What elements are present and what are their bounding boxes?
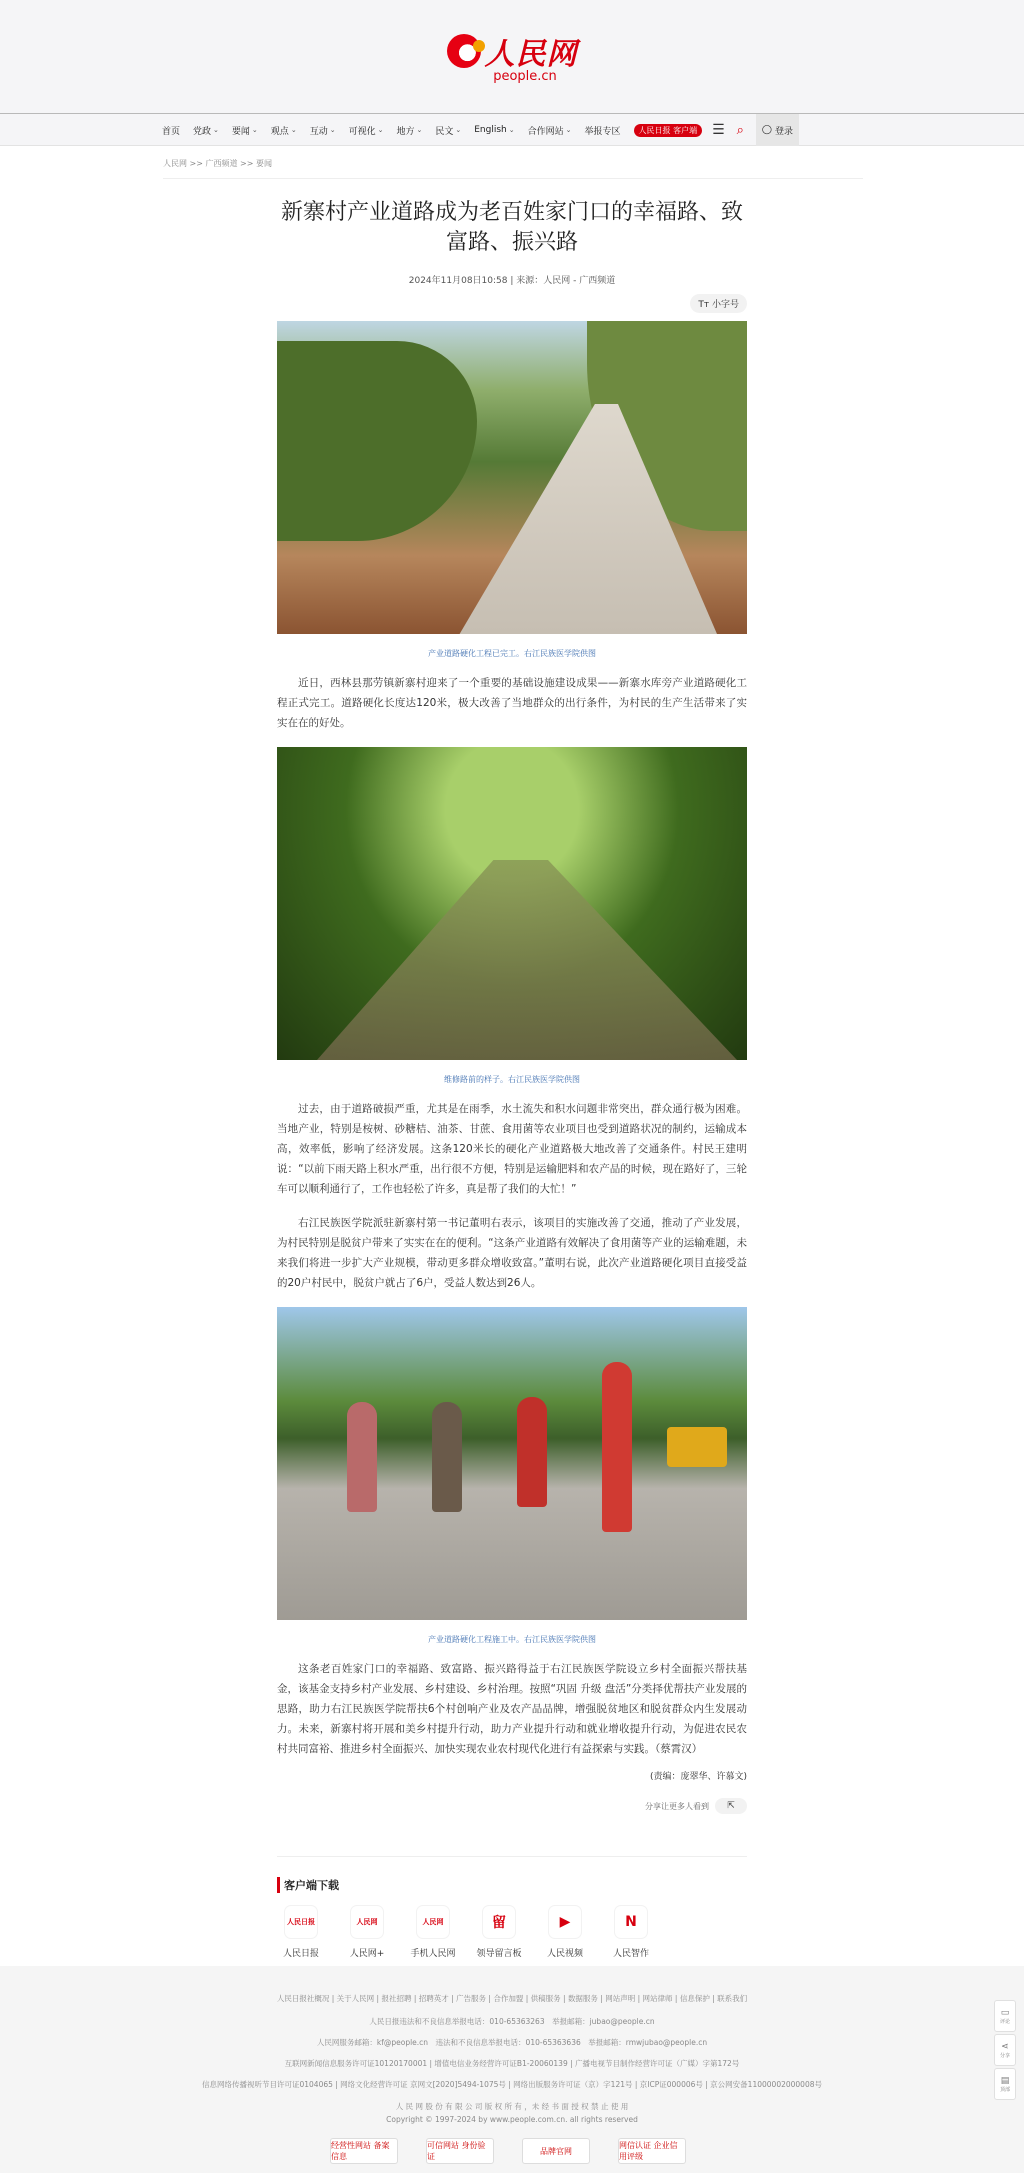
app-download-item[interactable] — [475, 1906, 523, 1959]
breadcrumb-divider — [163, 178, 863, 179]
app-label: 人民智作 — [612, 1949, 649, 1959]
nav-item-label: 要闻 — [231, 126, 250, 137]
certification-badge[interactable]: 网信认证 企业信用评级 — [618, 2138, 686, 2164]
app-label: 人民视频 — [546, 1949, 583, 1959]
search-icon[interactable]: ⌕ — [736, 122, 744, 138]
app-download-item[interactable] — [607, 1906, 655, 1959]
photo-caption: 产业道路硬化工程已完工。右江民族医学院供图 — [428, 649, 596, 658]
app-icon: N — [615, 1906, 647, 1938]
nav-item-label: 党政 — [193, 126, 212, 137]
article-paragraph: 这条老百姓家门口的幸福路、致富路、振兴路得益于右江民族医学院设立乡村全面振兴帮扶基金，该基金支持乡村产业发展、乡村建设、乡村治理。按照“巩固 升级 盘活”分类择优帮扶产业发展的思路，助力右江民族医学院帮扶6个村创响产业及农产品品牌，增强脱贫地区和脱贫群众内生发展动力。未来，新寨村将开展和美乡村提升行动，助力产业提升行动和就业增收提升行动，为促进农民农村共同富裕、推进乡村全面振兴、加快实现农业农村现代化进行有益探索与实践。（蔡霄汉） — [277, 1663, 747, 1755]
apps-divider — [277, 1856, 747, 1857]
footer-line: 信息网络传播视听节目许可证0104065 | 网络文化经营许可证 京网文[2020]5494-1075号 | 网络出版服务许可证（京）字121号 | 京ICP证000006号 | 京公网安备11000002000008号 — [201, 2080, 822, 2089]
chevron-down-icon: ⌄ — [455, 126, 462, 134]
nav-item[interactable] — [310, 124, 336, 137]
footer-line: 人民网服务邮箱：kf@people.cn 违法和不良信息举报电话：010-65363636 举报邮箱：rmwjubao@people.cn — [316, 2038, 708, 2047]
login-label: 登录 — [775, 126, 794, 137]
share-icon: ⋖ — [1001, 2041, 1009, 2052]
share-label: 分享让更多人看到 — [645, 1801, 709, 1811]
article-photo-old-road — [277, 747, 747, 1060]
nav-item[interactable] — [528, 124, 572, 137]
article-title: 新寨村产业道路成为老百姓家门口的幸福路、致富路、振兴路 — [280, 200, 743, 255]
nav-item[interactable] — [585, 124, 621, 137]
nav-item-label: 地方 — [396, 126, 415, 137]
app-download-item[interactable] — [277, 1906, 325, 1959]
comment-icon: ▭ — [1000, 2007, 1010, 2018]
menu-icon[interactable]: ☰ — [712, 122, 725, 138]
footer-line: 人民日报违法和不良信息举报电话：010-65363263 举报邮箱：jubao@people.cn — [369, 2017, 655, 2026]
nav-item[interactable] — [474, 125, 514, 135]
app-label: 领导留言板 — [476, 1949, 522, 1959]
article-paragraph: 近日，西林县那劳镇新寨村迎来了一个重要的基础设施建设成果——新寨水库旁产业道路硬化工程正式完工。道路硬化长度达120米，极大改善了当地群众的出行条件，为村民的生产生活带来了实实在在的好处。 — [277, 677, 747, 729]
footer-line: 人 民 网 股 份 有 限 公 司 版 权 所 有 ，未 经 书 面 授 权 禁 止 使 用 — [395, 2102, 629, 2111]
chevron-down-icon: ⌄ — [565, 126, 572, 134]
article — [277, 198, 747, 1814]
app-download-item[interactable] — [409, 1906, 457, 1959]
nav-item-label: 观点 — [270, 126, 289, 137]
people-logo-icon — [447, 34, 481, 68]
footer-copyright: Copyright © 1997-2024 by www.people.com.cn. all rights reserved — [386, 2115, 638, 2124]
app-icon: ▶ — [549, 1906, 581, 1938]
photo-caption: 产业道路硬化工程施工中。右江民族医学院供图 — [428, 1635, 596, 1644]
footer-links[interactable]: 人民日报社概况 | 关于人民网 | 报社招聘 | 招聘英才 | 广告服务 | 合作加盟 | 供稿服务 | 数据服务 | 网站声明 | 网站律师 | 信息保护 | 联系我们 — [276, 1994, 748, 2003]
share-side-button[interactable]: ⋖ 分享 — [994, 2034, 1016, 2066]
footer-badges — [330, 2138, 686, 2164]
article-meta: 2024年11月08日10:58 | 来源：人民网 - 广西频道 — [408, 276, 616, 286]
breadcrumb[interactable]: 人民网 >> 广西频道 >> 要闻 — [163, 159, 272, 168]
site-header — [0, 0, 1024, 114]
comment-side-button[interactable]: ▭ 评论 — [994, 2000, 1016, 2032]
logo-text-en: people.cn — [493, 69, 557, 84]
apps-list — [277, 1906, 655, 1959]
certification-badge[interactable]: 品牌官网 — [522, 2138, 590, 2164]
chevron-down-icon: ⌄ — [329, 126, 336, 134]
font-size-icon: Tт — [698, 300, 712, 310]
nav-item[interactable] — [349, 124, 384, 137]
nav-item-label: 可视化 — [348, 126, 376, 137]
top-icon: ▤ — [1000, 2075, 1010, 2086]
people-logo[interactable] — [447, 29, 578, 84]
app-icon: 人民日报 — [285, 1906, 317, 1938]
nav-item-label: 合作网站 — [527, 126, 564, 137]
share-button[interactable] — [715, 1798, 747, 1814]
chevron-down-icon: ⌄ — [290, 126, 297, 134]
article-paragraph: 右江民族医学院派驻新寨村第一书记董明右表示，该项目的实施改善了交通，推动了产业发展，为村民特别是脱贫户带来了实实在在的便利。“这条产业道路有效解决了食用菌等产业的运输难题，未来我们将进一步扩大产业规模，带动更多群众增收致富。”董明右说，此次产业道路硬化项目直接受益的20户村民中，脱贫户就占了6户，受益人数达到26人。 — [277, 1217, 747, 1289]
people-daily-app-badge[interactable]: 人民日报 客户端 — [634, 124, 703, 137]
footer-line: 互联网新闻信息服务许可证10120170001 | 增值电信业务经营许可证B1-20060139 | 广播电视节目制作经营许可证（广媒）字第172号 — [284, 2059, 740, 2068]
nav-item[interactable] — [232, 124, 258, 137]
app-label: 人民日报 — [282, 1949, 319, 1959]
app-label: 人民网+ — [349, 1949, 385, 1959]
font-size-toggle[interactable] — [690, 294, 747, 313]
user-icon: ◯ — [761, 125, 772, 135]
app-icon: 人民网 — [417, 1906, 449, 1938]
nav-item-label: 民文 — [435, 126, 454, 137]
chevron-down-icon: ⌄ — [251, 126, 258, 134]
top-side-button[interactable]: ▤ 顶部 — [994, 2068, 1016, 2100]
chevron-down-icon: ⌄ — [508, 126, 515, 134]
nav-item[interactable] — [162, 124, 180, 137]
chevron-down-icon: ⌄ — [416, 126, 423, 134]
certification-badge[interactable]: 可信网站 身份验证 — [426, 2138, 494, 2164]
font-size-label: 小字号 — [711, 300, 739, 310]
nav-item[interactable] — [435, 124, 461, 137]
logo-text-cn: 人民网 — [484, 37, 578, 72]
app-label: 手机人民网 — [410, 1949, 456, 1959]
chevron-down-icon: ⌄ — [213, 126, 219, 134]
nav-item-label: 举报专区 — [584, 126, 621, 137]
app-icon: 留 — [483, 1906, 515, 1938]
app-download-item[interactable] — [541, 1906, 589, 1959]
article-photo-paved-road — [277, 321, 747, 634]
apps-section-title: 客户端下载 — [277, 1877, 339, 1893]
certification-badge[interactable]: 经营性网站 备案信息 — [330, 2138, 398, 2164]
nav-item-label: 互动 — [309, 126, 328, 137]
article-photo-construction — [277, 1307, 747, 1620]
article-paragraph: 过去，由于道路破损严重，尤其是在雨季，水土流失和积水问题非常突出，群众通行极为困难。当地产业，特别是桉树、砂糖桔、油茶、甘蔗、食用菌等农业项目也受到道路状况的制约，运输成本高，效率低，影响了经济发展。这条120米长的硬化产业道路极大地改善了交通条件。村民王建明说：“以前下雨天路上积水严重，出行很不方便，特别是运输肥料和农产品的时候，现在路好了，三轮车可以顺利通行了，工作也轻松了许多，真是帮了我们的大忙！” — [277, 1103, 747, 1195]
app-icon: 人民网 — [351, 1906, 383, 1938]
app-download-item[interactable] — [343, 1906, 391, 1959]
photo-caption: 维修路前的样子。右江民族医学院供图 — [444, 1075, 580, 1084]
nav-item[interactable] — [271, 124, 297, 137]
login-button[interactable] — [756, 114, 799, 146]
chevron-down-icon: ⌄ — [377, 126, 384, 134]
site-footer — [0, 1966, 1024, 2173]
nav-item-label: English — [474, 125, 507, 135]
nav-item-label: 首页 — [162, 126, 181, 137]
share-icon: ⇱ — [727, 1801, 735, 1811]
main-nav — [0, 114, 1024, 146]
article-editor: (责编：庞翠华、许慕文) — [649, 1772, 747, 1782]
nav-item[interactable] — [396, 124, 422, 137]
nav-item[interactable] — [193, 124, 219, 137]
